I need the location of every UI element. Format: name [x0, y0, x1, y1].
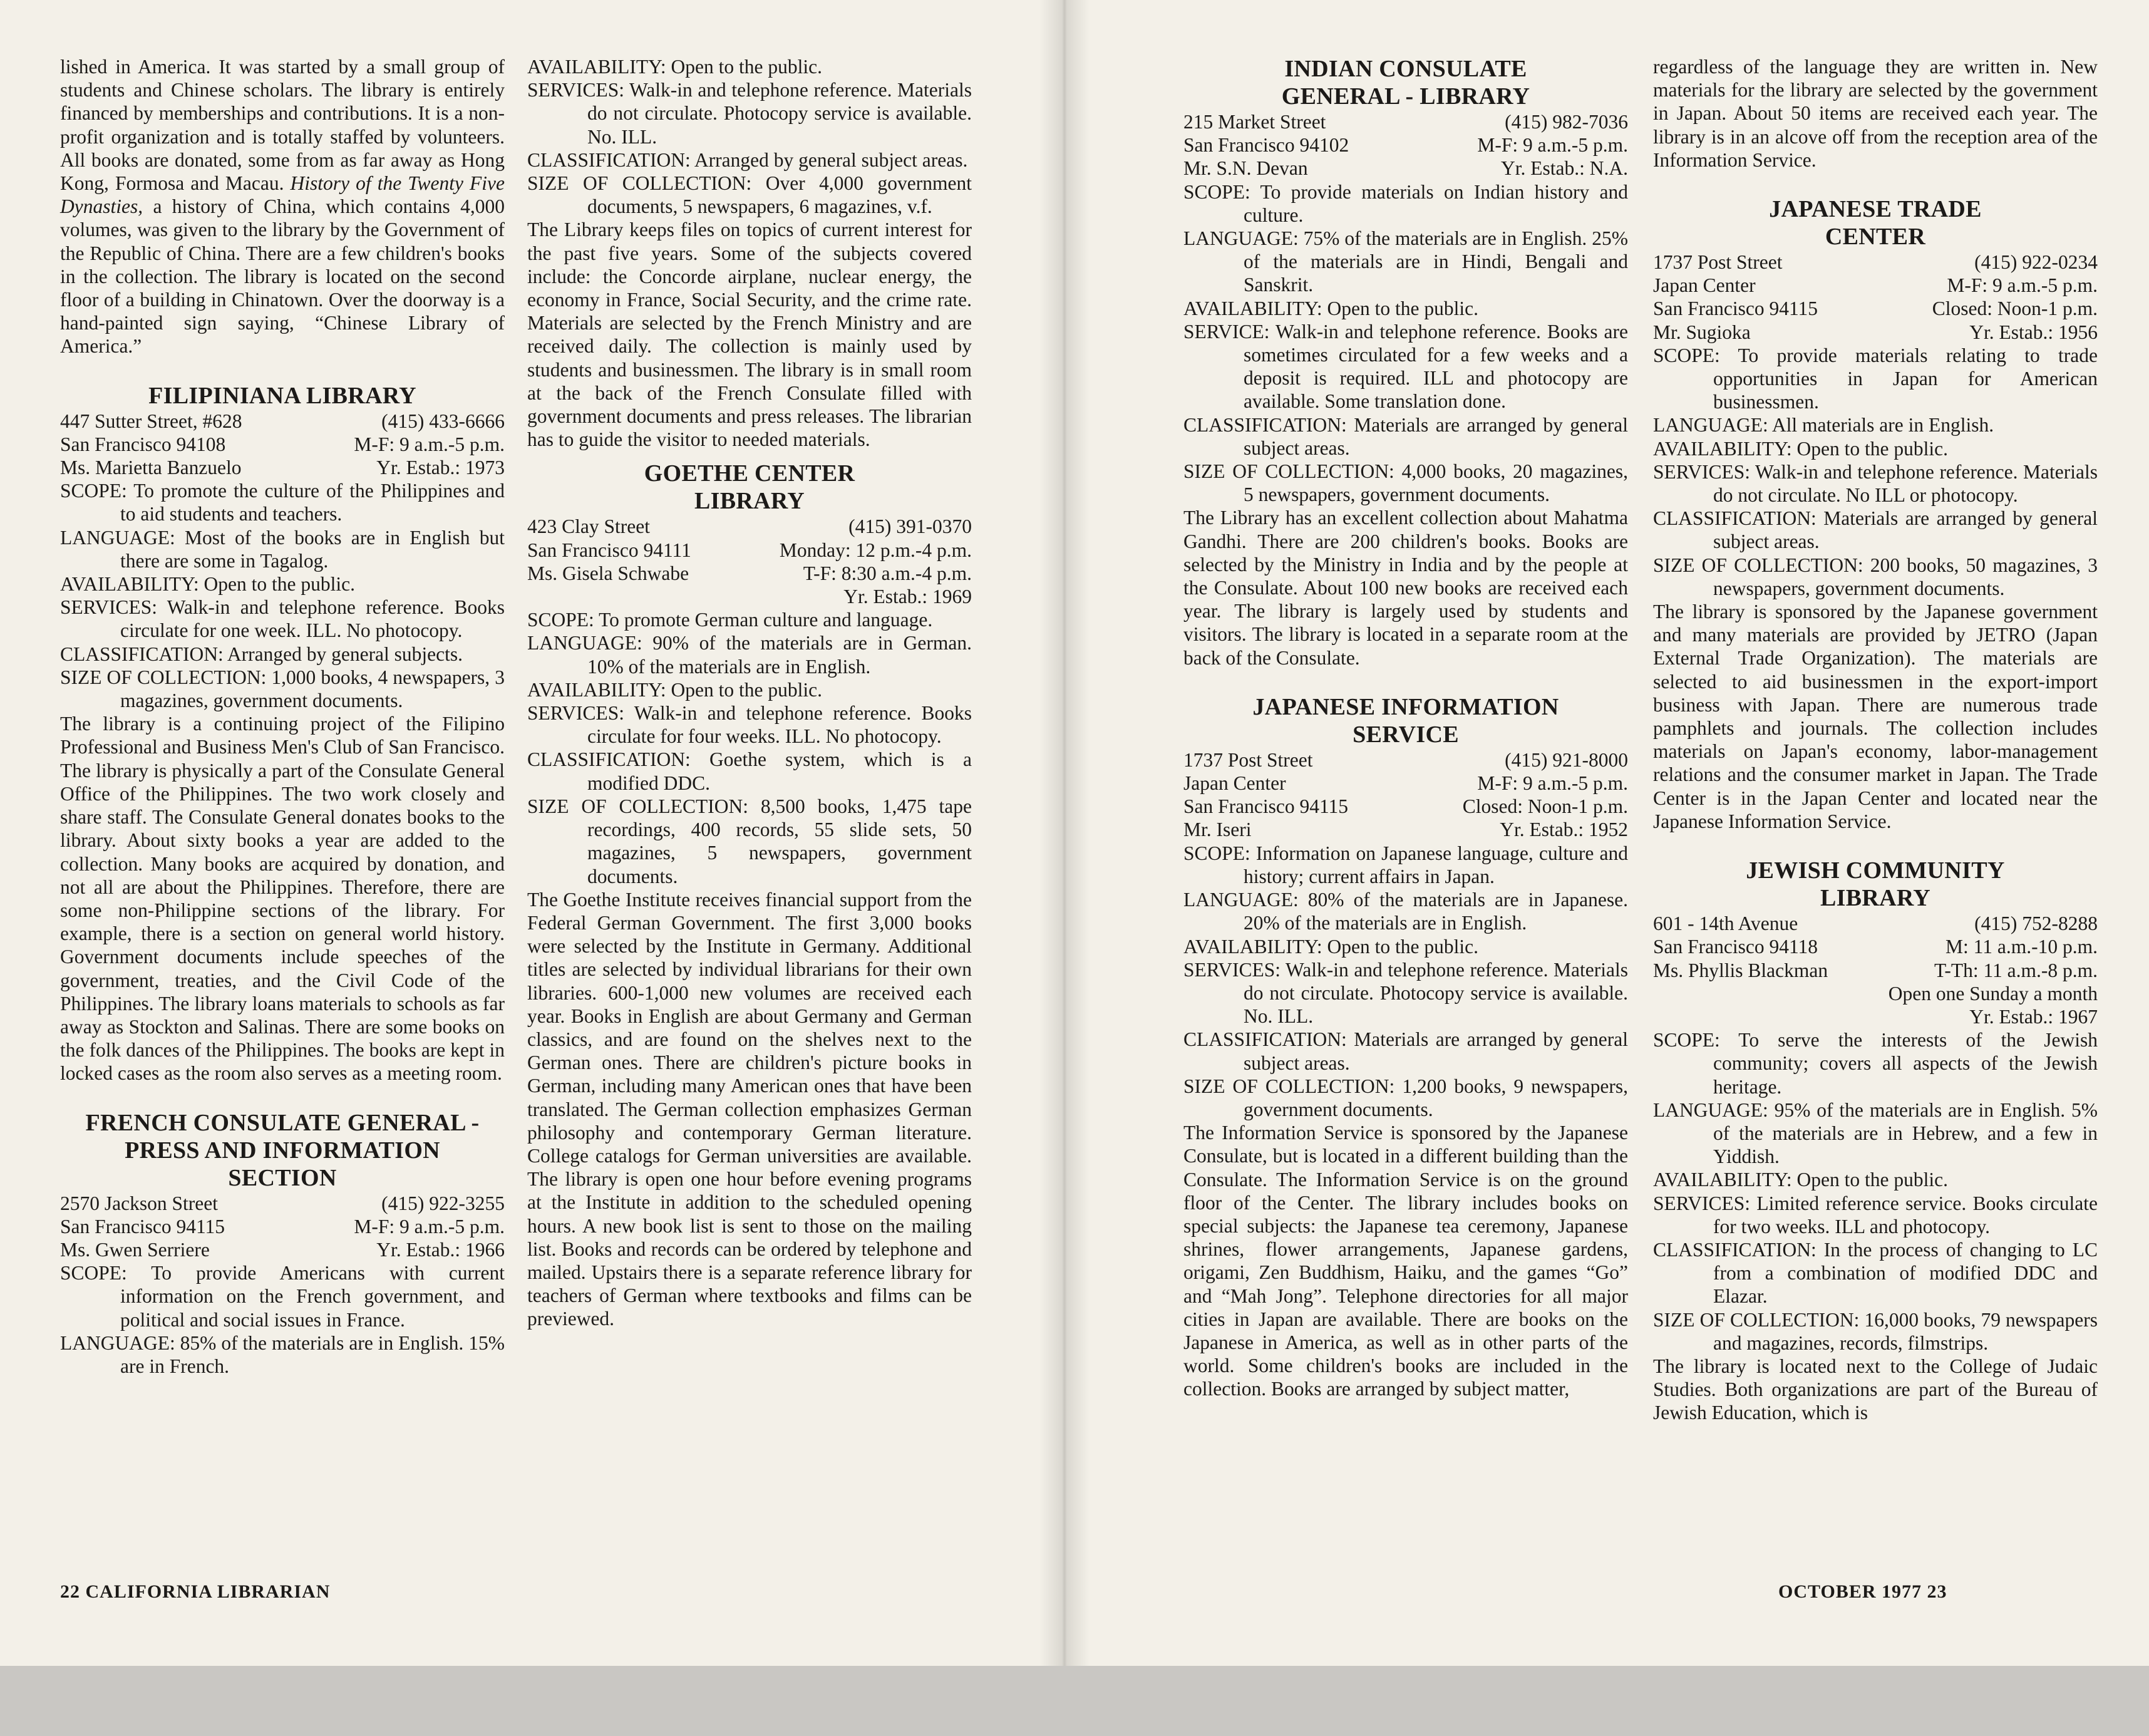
- availability-field: AVAILABILITY: Open to the public.: [1653, 437, 1949, 460]
- entry-indian-consulate: [1183, 55, 1628, 669]
- size-field: SIZE OF COLLECTION: Over 4,000 government documents, 5 newspapers, 6 magazines, v.f.: [527, 172, 972, 218]
- language-field: LANGUAGE: Most of the books are in English but there are some in Tagalog.: [60, 526, 505, 572]
- entry-goethe-center: [527, 460, 972, 1330]
- entry-heading: JAPANESE INFORMATION: [1252, 693, 1559, 720]
- city-line: San Francisco 94118 M: 11 a.m.-10 p.m.: [1653, 936, 2098, 958]
- city-line: San Francisco 94108 M-F: 9 a.m.-5 p.m.: [60, 433, 505, 455]
- services-field: SERVICES: Walk-in and telephone reference. Books circulate for four weeks. ILL. No photocopy.: [527, 702, 972, 748]
- scope-field: SCOPE: Information on Japanese language, culture and history; current affairs in Japan.: [1183, 842, 1628, 887]
- entry-filipiniana-library: [60, 382, 505, 1085]
- page-folio-left: 22 CALIFORNIA LIBRARIAN: [60, 1581, 331, 1602]
- size-field: SIZE OF COLLECTION: 200 books, 50 magazines, 3 newspapers, government documents.: [1653, 554, 2098, 599]
- classification-field: CLASSIFICATION: In the process of changing to LC from a combination of modified DDC and Elazar.: [1653, 1238, 2098, 1308]
- entry-heading: CENTER: [1825, 224, 1926, 251]
- page-gutter: [1039, 0, 1090, 1666]
- language-field: LANGUAGE: 80% of the materials are in Japanese. 20% of the materials are in English.: [1183, 889, 1628, 934]
- size-field: SIZE OF COLLECTION: 1,000 books, 4 newspapers, 3 magazines, government documents.: [60, 666, 505, 712]
- body-paragraph: lished in America. It was started by a small group of students and Chinese scholars. The library is entirely financed by memberships and contributions. It is a non-profit organization and is totally staffed by volunteers. All books are donated, some from as far away as Hong Kong, Formosa and Macau. History of the Twenty Five Dynasties, a history of China, which contains 4,000 volumes, was given to the library by the Government of the Republic of China. There are a few children's books in the collection. The library is located on the second floor of a building in Chinatown. Over the doorway is a hand-painted sign saying, “Chinese Library of America.”: [60, 56, 505, 358]
- size-field: SIZE OF COLLECTION: 1,200 books, 9 newspapers, government documents.: [1183, 1075, 1628, 1120]
- scope-field: SCOPE: To serve the interests of the Jewish community; covers all aspects of the Jewish heritage.: [1653, 1029, 2098, 1098]
- contact-line: Ms. Gisela Schwabe T-F: 8:30 a.m.-4 p.m.: [527, 562, 972, 584]
- entry-heading: PRESS AND INFORMATION: [125, 1137, 440, 1164]
- body-paragraph: The Information Service is sponsored by the Japanese Consulate, but is located in a different building than the Consulate. The Information Service is on the ground floor of the Center. The library includes books on special subjects: the Japanese tea ceremony, Japanese shrines, flower arrangements, Japanese gardens, origami, Zen Buddhism, Haiku, and the games “Go” and “Mah Jong”. Telephone directories for all major cities in Japan are available. There are books on the Japanese in America, as well as in other parts of the world. Some children's books are included in the collection. Books are arranged by subject matter,: [1183, 1122, 1628, 1400]
- availability-field: AVAILABILITY: Open to the public.: [527, 56, 823, 78]
- services-field: SERVICES: Walk-in and telephone reference. Materials do not circulate. Photocopy service is available. No. ILL.: [1183, 958, 1628, 1028]
- city-line: Japan Center M-F: 9 a.m.-5 p.m.: [1183, 772, 1628, 795]
- body-paragraph: The library is sponsored by the Japanese government and many materials are provided by JETRO (Japan External Trade Organization). The materials are selected to aid businessmen in the export-import business with Japan. There are numerous trade pamphlets and journals. The collection includes materials on Japan's economy, labor-management relations and the consumer market in Japan. The Trade Center is in the Japan Center and located near the Japanese Information Service.: [1653, 601, 2098, 832]
- estab-line: Yr. Estab.: 1969: [843, 586, 972, 608]
- scope-field: SCOPE: To provide Americans with current information on the French government, and political and social issues in France.: [60, 1262, 505, 1331]
- address-line: 423 Clay Street (415) 391-0370: [527, 515, 972, 538]
- size-field: SIZE OF COLLECTION: 16,000 books, 79 newspapers and magazines, records, filmstrips.: [1653, 1308, 2098, 1354]
- language-field: LANGUAGE: 90% of the materials are in German. 10% of the materials are in English.: [527, 632, 972, 678]
- city-line: San Francisco 94115 Closed: Noon-1 p.m.: [1653, 297, 2098, 320]
- classification-field: CLASSIFICATION: Arranged by general subjects.: [60, 643, 463, 665]
- availability-field: AVAILABILITY: Open to the public.: [1183, 297, 1479, 319]
- entry-heading: FILIPINIANA LIBRARY: [148, 382, 416, 409]
- contact-line: Mr. Iseri Yr. Estab.: 1952: [1183, 819, 1628, 841]
- address-line: 2570 Jackson Street (415) 922-3255: [60, 1192, 505, 1214]
- size-field: SIZE OF COLLECTION: 8,500 books, 1,475 tape recordings, 400 records, 55 slide sets, 50 magazines, 5 newspapers, government documents.: [527, 795, 972, 887]
- address-line: 1737 Post Street (415) 922-0234: [1653, 251, 2098, 274]
- entry-heading: INDIAN CONSULATE: [1284, 56, 1527, 82]
- services-field: SERVICES: Walk-in and telephone reference. Books circulate for one week. ILL. No photocopy.: [60, 596, 505, 642]
- language-field: LANGUAGE: 95% of the materials are in English. 5% of the materials are in Hebrew, and a few in Yiddish.: [1653, 1098, 2098, 1168]
- contact-line: Mr. S.N. Devan Yr. Estab.: N.A.: [1183, 157, 1628, 180]
- address-line: 601 - 14th Avenue (415) 752-8288: [1653, 912, 2098, 935]
- entry-heading: SECTION: [228, 1164, 337, 1191]
- availability-field: AVAILABILITY: Open to the public.: [60, 573, 356, 596]
- body-paragraph: The library is located next to the College of Judaic Studies. Both organizations are part of the Bureau of Jewish Education, which is: [1653, 1355, 2098, 1424]
- classification-field: CLASSIFICATION: Materials are arranged by general subject areas.: [1183, 1028, 1628, 1074]
- language-field: LANGUAGE: All materials are in English.: [1653, 414, 1994, 437]
- left-page: [0, 0, 1064, 1666]
- column-1: [60, 55, 505, 1378]
- entry-heading: FRENCH CONSULATE GENERAL -: [85, 1109, 480, 1136]
- body-paragraph: The library is a continuing project of the Filipino Professional and Business Men's Club of San Francisco. The library is physically a part of the Consulate General Office of the Philippines. The two work closely and share staff. The Consulate General donates books to the library. About sixty books a year are added to the collection. Many books are acquired by donation, and not all are about the Philippines. Therefore, there are some non-Philippine sections of the library. For example, there is a section on general world history. Government documents include speeches of the government, treaties, and the Civil Code of the Philippines. The library loans materials to schools as far away as Stockton and Salinas. There are some books on the folk dances of the Philippines. The books are kept in locked cases as the room also serves as a meeting room.: [60, 713, 505, 1085]
- entry-japanese-trade-center: [1653, 195, 2098, 833]
- classification-field: CLASSIFICATION: Arranged by general subject areas.: [527, 148, 968, 171]
- city-line: San Francisco 94115 Closed: Noon-1 p.m.: [1183, 795, 1628, 818]
- services-field: SERVICES: Walk-in and telephone reference. Materials do not circulate. Photocopy service is available. No. ILL.: [527, 79, 972, 148]
- contact-line: Ms. Phyllis Blackman T-Th: 11 a.m.-8 p.m.: [1653, 959, 2098, 981]
- right-page: [1064, 0, 2149, 1666]
- address-line: 447 Sutter Street, #628 (415) 433-6666: [60, 410, 505, 432]
- services-field: SERVICES: Walk-in and telephone reference. Materials do not circulate. No ILL or photocopy.: [1653, 460, 2098, 507]
- classification-field: CLASSIFICATION: Materials are arranged by general subject areas.: [1183, 413, 1628, 459]
- column-3: [1183, 55, 1628, 1401]
- entry-heading: GENERAL - LIBRARY: [1281, 83, 1530, 110]
- address-line: 215 Market Street (415) 982-7036: [1183, 111, 1628, 133]
- entry-heading: LIBRARY: [1820, 885, 1930, 912]
- contact-line: Ms. Gwen Serriere Yr. Estab.: 1966: [60, 1238, 505, 1261]
- city-line: San Francisco 94111 Monday: 12 p.m.-4 p.m.: [527, 539, 972, 561]
- estab-line: Yr. Estab.: 1967: [1969, 1005, 2098, 1028]
- city-line: San Francisco 94102 M-F: 9 a.m.-5 p.m.: [1183, 134, 1628, 157]
- entry-heading: SERVICE: [1353, 721, 1459, 748]
- availability-field: AVAILABILITY: Open to the public.: [1653, 1169, 1949, 1191]
- address-line: 1737 Post Street (415) 921-8000: [1183, 748, 1628, 771]
- classification-field: CLASSIFICATION: Goethe system, which is a modified DDC.: [527, 748, 972, 794]
- hours-line: Open one Sunday a month: [1888, 982, 2098, 1005]
- language-field: LANGUAGE: 85% of the materials are in English. 15% are in French.: [60, 1331, 505, 1377]
- entry-jewish-community-library: [1653, 857, 2098, 1424]
- scope-field: SCOPE: To provide materials relating to trade opportunities in Japan for American businessmen.: [1653, 344, 2098, 413]
- entry-heading: LIBRARY: [694, 488, 805, 515]
- page-folio-right: OCTOBER 1977 23: [1778, 1581, 1947, 1602]
- scope-field: SCOPE: To promote the culture of the Philippines and to aid students and teachers.: [60, 480, 505, 525]
- services-field: SERVICES: Limited reference service. Books circulate for two weeks. ILL and photocopy.: [1653, 1192, 2098, 1237]
- entry-french-consulate: [60, 1109, 505, 1378]
- entry-heading: GOETHE CENTER: [644, 460, 855, 487]
- language-field: LANGUAGE: 75% of the materials are in English. 25% of the materials are in Hindi, Bengali and Sanskrit.: [1183, 227, 1628, 296]
- entry-heading: JEWISH COMMUNITY: [1746, 857, 2005, 884]
- entry-japanese-information-service: [1183, 693, 1628, 1401]
- column-2: [527, 55, 972, 1331]
- column-4: [1653, 55, 2098, 1425]
- body-paragraph: regardless of the language they are written in. New materials for the library are selected by the government in Japan. About 50 items are received each year. The library is in an alcove off from the reception area of the Information Service.: [1653, 56, 2098, 171]
- entry-heading: JAPANESE TRADE: [1769, 196, 1982, 223]
- scope-field: SCOPE: To provide materials on Indian history and culture.: [1183, 180, 1628, 226]
- body-paragraph: The Library keeps files on topics of current interest for the past five years. Some of the subjects covered include: the Concorde airplane, nuclear energy, the economy in France, Social Security, and the crime rate. Materials are selected by the French Ministry and are received daily. The collection is mainly used by students and businessmen. The library is in small room at the back of the French Consulate filled with government documents and press releases. The librarian has to guide the visitor to needed materials.: [527, 219, 972, 451]
- contact-line: Ms. Marietta Banzuelo Yr. Estab.: 1973: [60, 457, 505, 479]
- scope-field: SCOPE: To promote German culture and language.: [527, 609, 933, 631]
- classification-field: CLASSIFICATION: Materials are arranged by general subject areas.: [1653, 507, 2098, 553]
- contact-line: Mr. Sugioka Yr. Estab.: 1956: [1653, 321, 2098, 343]
- entry-french-consulate-continued: [527, 55, 972, 451]
- size-field: SIZE OF COLLECTION: 4,000 books, 20 magazines, 5 newspapers, government documents.: [1183, 460, 1628, 506]
- services-field: SERVICE: Walk-in and telephone reference. Books are sometimes circulated for a few weeks and a deposit is required. ILL and photocopy are available. Some translation done.: [1183, 320, 1628, 413]
- availability-field: AVAILABILITY: Open to the public.: [527, 678, 823, 701]
- availability-field: AVAILABILITY: Open to the public.: [1183, 935, 1479, 958]
- body-paragraph: The Goethe Institute receives financial support from the Federal German Government. The first 3,000 books were selected by the Institute in Germany. Additional titles are selected by individual librarians for their own libraries. 600-1,000 new volumes are received each year. Books in English are about Germany and German classics, and are found on the shelves next to the German ones. There are children's picture books in German, including many American ones that have been translated. The German collection emphasizes German philosophy and contemporary German literature. College catalogs for German universities are available. The library is open one hour before evening programs at the Institute in addition to the scheduled opening hours. A new book list is sent to those on the mailing list. Books and records can be ordered by telephone and mailed. Upstairs there is a separate reference library for teachers of German where textbooks and films can be previewed.: [527, 888, 972, 1330]
- body-paragraph: The Library has an excellent collection about Mahatma Gandhi. There are 200 children's books. Books are selected by the Ministry in India and by the people at the Consulate. About 100 new books are received each year. The library is largely used by students and visitors. The library is located in a separate room at the back of the Consulate.: [1183, 507, 1628, 669]
- city-line: Japan Center M-F: 9 a.m.-5 p.m.: [1653, 274, 2098, 297]
- city-line: San Francisco 94115 M-F: 9 a.m.-5 p.m.: [60, 1215, 505, 1237]
